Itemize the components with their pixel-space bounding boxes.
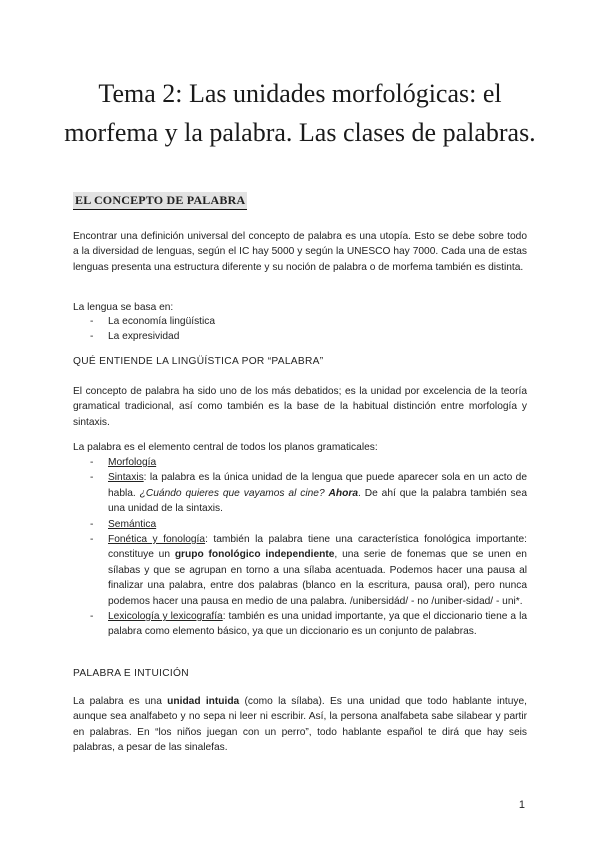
paragraph-intuicion: La palabra es una unidad intuida (como la sílaba). Es una unidad que todo hablante intuye, aunque sea analfabeto y no sepa ni leer ni escribir. Así, la persona analfabeta sabe silabear y partir en palabras. En “los niños juegan con un perro”, todo hablante español te dirá que hay seis palabras, a pesar de las sinalefas. — [73, 696, 528, 754]
subheading-linguistica: QUÉ ENTIENDE LA LINGÜÍSTICA POR “PALABRA” — [73, 356, 324, 367]
subheading-intuicion: PALABRA E INTUICIÓN — [73, 668, 189, 679]
list-item: - Fonética y fonología: también la palabra tiene una característica fonológica importante: constituye un grupo fonológico independiente, una serie de fonemas que se unen en sílabas y que se agrupan en torno a una sílaba acentuada. Podemos hacer una pausa al finalizar una palabra, entre dos palabras (blanco en la escritura, pausa oral), pero nunca podemos hacer una pausa en medio de una palabra. /unibersidád/ - no /uniber-sidad/ - uni*. — [90, 534, 527, 607]
list-item: - La expresividad — [90, 331, 180, 343]
list-item: - Sintaxis: la palabra es la única unidad de la lengua que puede aparecer sola en un acto de habla. ¿Cuándo quieres que vayamos al cine? Ahora. De ahí que la palabra también sea una unidad de la sintaxis. — [90, 472, 527, 515]
lengua-list — [73, 314, 527, 345]
lengua-intro: La lengua se basa en: — [73, 302, 174, 313]
section-heading: EL CONCEPTO DE PALABRA — [73, 192, 247, 210]
page-number: 1 — [518, 799, 525, 811]
paragraph-intro: Encontrar una definición universal del concepto de palabra es una utopía. Esto se debe sobre todo a la diversidad de lenguas, según el IC hay 5000 y según la UNESCO hay 7000. Cada una de estas lenguas presenta una estructura diferente y su noción de palabra o de morfema también es distinta. — [73, 231, 527, 273]
paragraph-concepto: El concepto de palabra ha sido uno de los más debatidos; es la unidad por excelencia de la teoría gramatical tradicional, así como también es la base de la habitual distinción entre morfología y sintaxis. — [73, 386, 527, 428]
list-item: - Morfología — [90, 457, 157, 468]
planos-list — [73, 455, 527, 640]
list-item: - La economía lingüística — [90, 316, 216, 327]
list-item: - Semántica — [90, 518, 157, 530]
page-title: Tema 2: Las unidades morfológicas: el morfema y la palabra. Las clases de palabras. — [64, 79, 536, 147]
planos-intro: La palabra es el elemento central de todos los planos gramaticales: — [73, 442, 378, 453]
list-item: - Lexicología y lexicografía: también es una unidad importante, ya que el diccionario tiene a la palabra como elemento básico, ya que un diccionario es un conjunto de palabras. — [90, 611, 527, 638]
